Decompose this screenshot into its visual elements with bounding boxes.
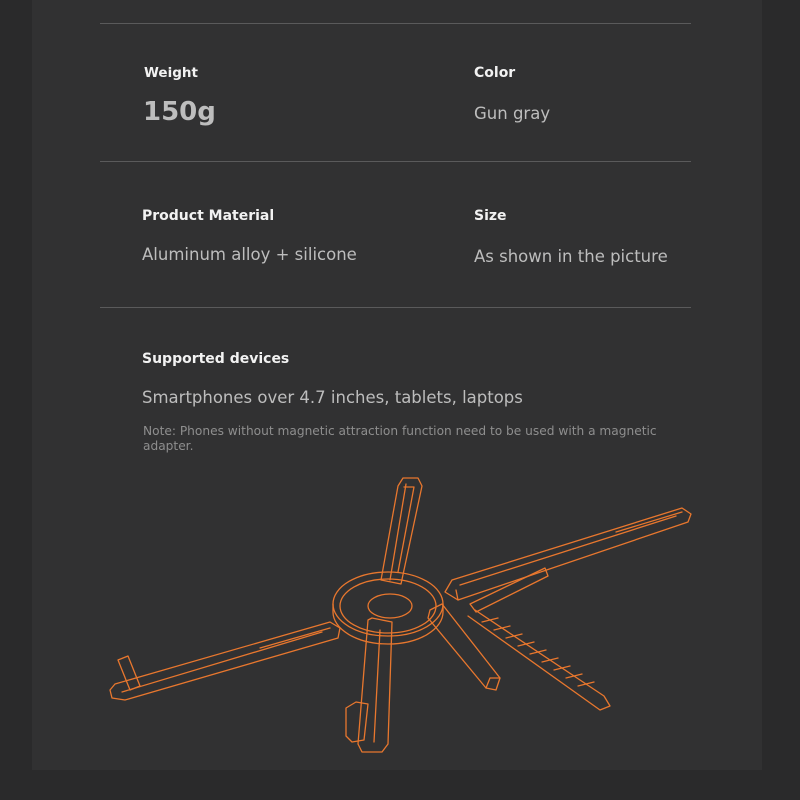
weight-label: Weight (144, 65, 198, 81)
magnetic-disc (333, 572, 443, 644)
right-arm (445, 508, 691, 600)
devices-value: Smartphones over 4.7 inches, tablets, laptops (142, 388, 523, 407)
color-label: Color (474, 65, 516, 81)
magnetic-note: Note: Phones without magnetic attraction function need to be used with a magnetic adapter. (143, 424, 657, 453)
weight-value: 150g (143, 97, 216, 127)
lower-leg (346, 618, 392, 752)
left-arm (110, 622, 340, 700)
size-label: Size (474, 208, 507, 224)
upper-arm (381, 478, 422, 584)
material-label: Product Material (142, 208, 275, 224)
size-value: As shown in the picture (474, 247, 668, 266)
color-value: Gun gray (474, 104, 551, 123)
material-value: Aluminum alloy + silicone (142, 245, 357, 264)
devices-label: Supported devices (142, 351, 290, 367)
